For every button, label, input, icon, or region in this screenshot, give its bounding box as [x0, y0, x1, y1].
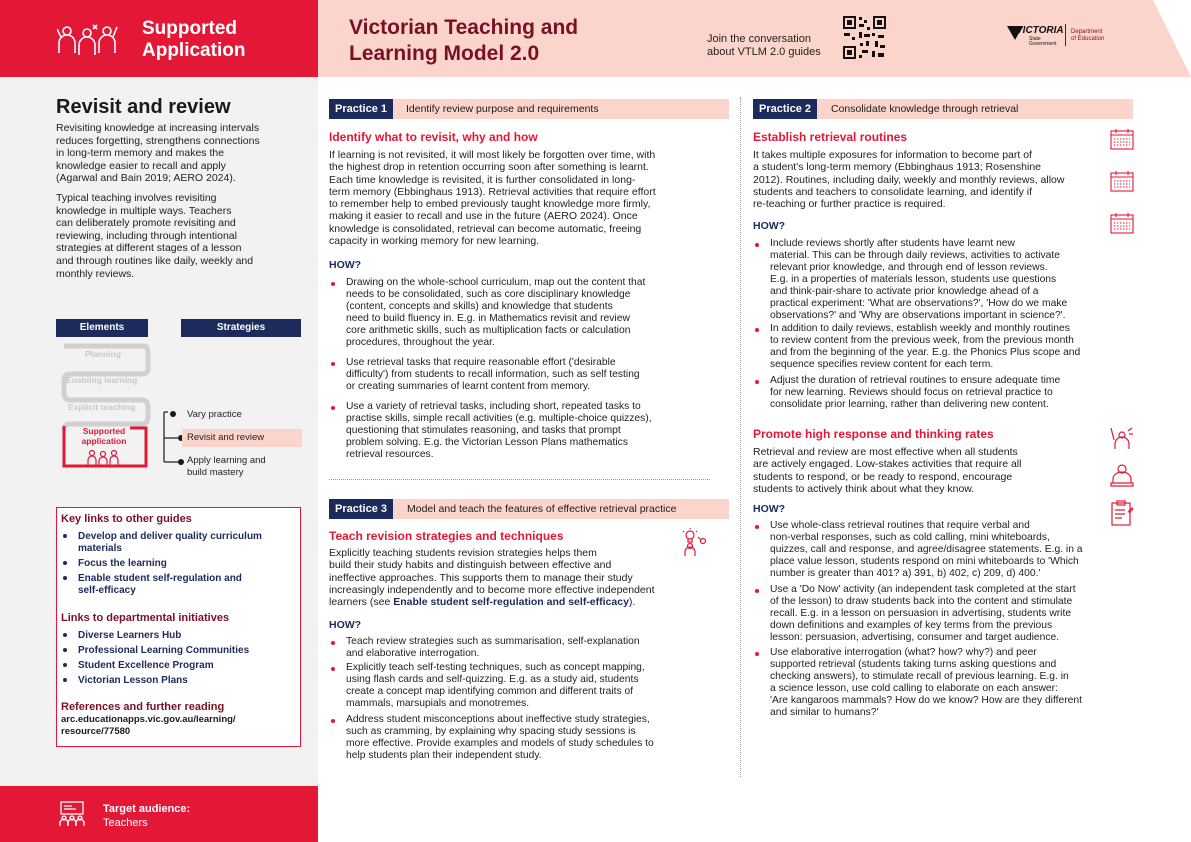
- header-subtitle-line: Application: [142, 40, 246, 61]
- link-line[interactable]: self-efficacy: [78, 585, 136, 596]
- calendar-icon: [1110, 212, 1134, 234]
- bullet: [331, 667, 335, 671]
- practice-2-paragraph: [753, 446, 1103, 495]
- intro-paragraph: [56, 192, 296, 280]
- text-line: capacity in working memory for new learning.: [329, 235, 540, 248]
- text-line: knowledge easier to recall and apply: [56, 159, 226, 172]
- flow-label-line: Supported: [82, 426, 126, 436]
- section-heading: Revisit and review: [56, 96, 231, 118]
- join-line: Join the conversation: [707, 33, 811, 45]
- bullet: [63, 648, 67, 652]
- strategy-apply-learning: Apply learning and: [187, 455, 266, 466]
- teacher-board-icon: [58, 801, 86, 827]
- strategy-revisit-review: Revisit and review: [187, 432, 265, 443]
- text-line: questioning that stimulates reasoning, and tasks that prompt: [346, 425, 621, 436]
- calendar-icon: [1110, 170, 1134, 192]
- text-line: in long-term memory and makes the: [56, 147, 225, 160]
- text-line: to review content from the previous week, from the previous month: [770, 335, 1074, 346]
- practice-3-bullet: [346, 714, 726, 762]
- bullet: [755, 589, 759, 593]
- strategies-label: Strategies: [181, 319, 301, 337]
- text-line: ineffective approaches. This supports them to manage their study: [329, 571, 633, 584]
- text-line: knowledge is consolidated, retrieval can become automatic, freeing: [329, 222, 642, 235]
- practice-2-heading: Promote high response and thinking rates: [753, 427, 994, 441]
- group-people-icon: [87, 449, 119, 467]
- text-line: practise skills, simple recall activities (e.g. multiple-choice quizzes),: [346, 413, 652, 424]
- text-line: such as cramming, by explaining why spacing study sessions is: [346, 726, 636, 737]
- text-line: and similar to humans?': [770, 707, 879, 718]
- text-line: down definitions and examples of key terms from the previous: [770, 620, 1053, 631]
- text-line: or creating summaries of learnt content from memory.: [346, 381, 591, 392]
- text-line: and think-pair-share to activate prior knowledge ahead of a: [770, 286, 1039, 297]
- text-line: Use elaborative interrogation (what? how? why?) and peer: [770, 647, 1037, 658]
- text-line: [329, 596, 719, 608]
- text-line: strategies at different stages of a lesson: [56, 242, 242, 255]
- bullet: [755, 380, 759, 384]
- text-line: In addition to daily reviews, establish weekly and monthly routines: [770, 323, 1070, 334]
- practice-2-bullet: [770, 647, 1140, 719]
- text-line: and from the beginning of the year. E.g. the Phonics Plus scope and: [770, 347, 1081, 358]
- practice-2-bullet: [770, 584, 1140, 644]
- join-conversation-text: [707, 33, 821, 59]
- intro-paragraph: [56, 122, 296, 185]
- text-line: difficulty') from students to recall information, such as self testing: [346, 369, 640, 380]
- text-line: checking answers), to stimulate recall of previous learning. E.g. in: [770, 671, 1069, 682]
- text-line: Explicitly teach self-testing techniques, such as concept mapping,: [346, 662, 645, 673]
- text-line: needs to be consolidated, such as core disciplinary knowledge: [346, 289, 631, 300]
- practice-3-bullet: [346, 662, 726, 710]
- practice-1-badge: Practice 1: [329, 99, 393, 119]
- text-line: students and teachers to consolidate learning, and identify if: [753, 185, 1033, 198]
- link-line[interactable]: Develop and deliver quality curriculum: [78, 531, 262, 542]
- text-line: Use a variety of retrieval tasks, including short, repeated tasks to: [346, 401, 641, 412]
- practice-3-badge: Practice 3: [329, 499, 393, 519]
- bullet: [331, 362, 335, 366]
- practice-2-paragraph: [753, 149, 1108, 210]
- text-line: build their study habits and distinguish between effective and: [329, 559, 612, 572]
- calendar-icon: [1110, 128, 1134, 150]
- key-link-curriculum[interactable]: [78, 531, 293, 555]
- text-line: Retrieval and review are most effective when all students: [753, 446, 1018, 458]
- elements-label: Elements: [56, 319, 148, 337]
- text-line: Use whole-class retrieval routines that require verbal and: [770, 520, 1030, 531]
- practice-1-bar: [329, 99, 729, 119]
- text-line: using flash cards and self-quizzing. E.g. as a study aid, students: [346, 674, 639, 685]
- practice-3-bullet: [346, 636, 726, 660]
- logo-sub: Government: [1029, 41, 1057, 47]
- text-line: supported retrieval (students taking turns asking questions and: [770, 659, 1057, 670]
- text-line: can deliberately promote revisiting and: [56, 217, 236, 230]
- link-line[interactable]: materials: [78, 543, 122, 554]
- page-title: [349, 15, 578, 67]
- text-line: place value lesson, students respond on mini whiteboards to 'Which: [770, 556, 1079, 567]
- qr-code-icon[interactable]: [842, 15, 887, 60]
- text-line: for new learning. Reviews should focus on retrieval practice to: [770, 387, 1053, 398]
- practice-2-bullet: [770, 520, 1140, 580]
- text-line: monthly reviews.: [56, 267, 135, 280]
- references-heading: References and further reading: [61, 701, 225, 713]
- section-divider: [329, 479, 710, 480]
- text-line: and elaborative interrogation.: [346, 648, 480, 659]
- flow-enabling-learning: Enabling learning: [66, 375, 138, 385]
- link-line[interactable]: arc.educationapps.vic.gov.au/learning/: [61, 714, 236, 725]
- audience-value: Teachers: [103, 817, 148, 829]
- text-line: making it easier to recall and use in the future (AERO 2024). Once: [329, 210, 638, 223]
- text-line: material. This can be through daily reviews, activities to activate: [770, 250, 1060, 261]
- logo-sub: State: [1029, 36, 1041, 42]
- text-line: Teach review strategies such as summarisation, self-explanation: [346, 636, 640, 647]
- bullet: [331, 719, 335, 723]
- text-line: a science lesson, use cold calling to elaborate on each answer:: [770, 683, 1058, 694]
- text-line: create a concept map identifying common and different traits of: [346, 686, 634, 697]
- dept-link-plc[interactable]: Professional Learning Communities: [78, 645, 250, 656]
- text-line: sequence specifies review content for each term.: [770, 359, 994, 370]
- link-line[interactable]: Enable student self-regulation and: [78, 573, 242, 584]
- text-line: Each time knowledge is revisited, it is further consolidated in long-: [329, 173, 636, 186]
- bullet: [755, 525, 759, 529]
- practice-1-bullet: [346, 277, 726, 349]
- dept-link-lesson-plans[interactable]: Victorian Lesson Plans: [78, 675, 188, 686]
- text-line: and through routines like daily, weekly and: [56, 254, 254, 267]
- text-line: It takes multiple exposures for information to become part of: [753, 149, 1032, 161]
- text-line: number is greater than 401? a) 391, b) 402, c) 209, d) 400.': [770, 568, 1041, 579]
- bullet: [755, 328, 759, 332]
- text-span: learners (see: [329, 596, 394, 609]
- practice-1-title: Identify review purpose and requirements: [406, 103, 599, 115]
- practice-2-bar: [753, 99, 1133, 119]
- practice-3-paragraph: [329, 547, 719, 608]
- logo-text: VICTORIA: [1016, 25, 1064, 36]
- text-line: E.g. in a properties of materials lesson, students use questions: [770, 274, 1057, 285]
- practice-1-heading: Identify what to revisit, why and how: [329, 130, 538, 144]
- text-line: 2012). Routines, including daily, weekly and monthly reviews, allow: [753, 173, 1065, 186]
- how-heading: HOW?: [329, 259, 362, 271]
- text-line: re-teaching or further practice is required.: [753, 198, 946, 211]
- bullet: [63, 633, 67, 637]
- text-line: 'Are kangaroos mammals? How do we know? How are they different: [770, 695, 1082, 706]
- text-line: recall. E.g. in a lesson on persuasion in advertising, students write: [770, 608, 1072, 619]
- page-title-line: Victorian Teaching and: [349, 16, 579, 39]
- bullet: [755, 243, 759, 247]
- text-line: Drawing on the whole-school curriculum, map out the content that: [346, 277, 646, 288]
- text-line: more effective. Provide examples and models of study schedules to: [346, 738, 654, 749]
- text-line: lesson: persuasion, advertising, consumer and target audience.: [770, 632, 1060, 643]
- dept-links-heading: Links to departmental initiatives: [61, 612, 230, 624]
- practice-1-bullet: [346, 357, 726, 393]
- text-line: students to actively think about what they know.: [753, 482, 975, 495]
- strategy-vary-practice: Vary practice: [187, 409, 242, 420]
- text-line: reviewing, including through intentional: [56, 229, 237, 242]
- text-line: Address student misconceptions about ineffective study strategies,: [346, 714, 650, 725]
- key-links-heading: Key links to other guides: [61, 513, 192, 525]
- bullet: [331, 641, 335, 645]
- text-line: of the lesson) to draw students back into the content and stimulate: [770, 596, 1073, 607]
- person-at-desk-icon: [1110, 463, 1134, 487]
- header-subtitle: [142, 18, 245, 62]
- how-heading: HOW?: [753, 503, 786, 515]
- practice-2-bullet: [770, 238, 1140, 322]
- text-span: ).: [628, 596, 636, 609]
- join-line: about VTLM 2.0 guides: [707, 46, 821, 58]
- header-corner: [1153, 0, 1191, 77]
- practice-2-bullet: [770, 323, 1140, 371]
- bullet: [63, 576, 67, 580]
- text-line: mammals, marsupials and monotremes.: [346, 698, 530, 709]
- text-line: If learning is not revisited, it will most likely be forgotten over time, with: [329, 149, 656, 161]
- text-line: Use retrieval tasks that require reasonable effort ('desirable: [346, 357, 616, 368]
- bullet: [63, 663, 67, 667]
- text-line: Revisiting knowledge at increasing intervals: [56, 122, 260, 134]
- practice-2-badge: Practice 2: [753, 99, 817, 119]
- column-divider: [740, 97, 741, 777]
- group-people-icon: [57, 23, 119, 57]
- practice-3-bar: [329, 499, 729, 519]
- flow-supported-application: [74, 426, 134, 446]
- bullet: [63, 678, 67, 682]
- bullet: [63, 561, 67, 565]
- text-line: Explicitly teaching students revision strategies helps them: [329, 547, 597, 559]
- dept-link-diverse-learners[interactable]: Diverse Learners Hub: [78, 630, 182, 641]
- text-line: Use a 'Do Now' activity (an independent task completed at the start: [770, 584, 1076, 595]
- strategy-apply-learning: build mastery: [187, 467, 244, 478]
- dept-link-student-excellence[interactable]: Student Excellence Program: [78, 660, 214, 671]
- text-line: (content, concepts and skills) and knowledge that students: [346, 301, 613, 312]
- text-line: consolidate prior learning, rather than delivering new content.: [770, 399, 1049, 410]
- logo-divider: [1065, 24, 1066, 46]
- text-line: term memory (Ebbinghaus 1913). Retrieval activities that require effort: [329, 185, 656, 198]
- how-heading: HOW?: [753, 220, 786, 232]
- text-line: increasingly independently and to become more effective independent: [329, 583, 655, 596]
- practice-3-title: Model and teach the features of effective retrieval practice: [407, 503, 677, 515]
- text-line: help students plan their independent study.: [346, 750, 542, 761]
- flow-label-line: application: [81, 436, 127, 446]
- practice-1-bullet: [346, 401, 726, 461]
- dept-text: of Education: [1071, 36, 1105, 42]
- text-line: quizzes, call and response, and agree/disagree statements. E.g. in a: [770, 544, 1083, 555]
- bullet: [63, 534, 67, 538]
- practice-2-heading: Establish retrieval routines: [753, 130, 908, 144]
- text-line: students to respond, or be ready to respond, encourage: [753, 470, 1013, 483]
- text-line: practical experiment: 'What are observations?', 'How do we make: [770, 298, 1068, 309]
- practice-3-heading: Teach revision strategies and techniques: [329, 529, 564, 543]
- references-link[interactable]: [61, 714, 236, 738]
- text-line: reduces forgetting, strengthens connections: [56, 134, 260, 147]
- text-line: relevant prior knowledge, and through end of lesson reviews.: [770, 262, 1048, 273]
- practice-2-title: Consolidate knowledge through retrieval: [831, 103, 1019, 115]
- how-heading: HOW?: [329, 619, 362, 631]
- practice-2-bullet: [770, 375, 1140, 411]
- text-line: observations?' and 'Why are observations important in science?'.: [770, 310, 1066, 321]
- text-line: core arithmetic skills, such as multiplication facts or calculation: [346, 325, 631, 336]
- header-subtitle-line: Supported: [142, 18, 237, 39]
- dept-text: Department: [1071, 29, 1103, 35]
- text-line: non-verbal responses, such as cold calling, mini whiteboards,: [770, 532, 1050, 543]
- text-line: Adjust the duration of retrieval routines to ensure adequate time: [770, 375, 1061, 386]
- link-line[interactable]: resource/77580: [61, 726, 131, 737]
- text-line: Include reviews shortly after students have learnt new: [770, 238, 1015, 249]
- practice-1-paragraph: [329, 149, 719, 247]
- bullet: [331, 406, 335, 410]
- text-line: are actively engaged. Low-stakes activities that require all: [753, 458, 1022, 471]
- text-line: problem solving. E.g. the Victorian Lesson Plans mathematics: [346, 437, 628, 448]
- self-regulation-link[interactable]: Enable student self-regulation and self-efficacy: [393, 596, 629, 609]
- bullet: [331, 282, 335, 286]
- text-line: Typical teaching involves revisiting: [56, 192, 217, 204]
- text-line: procedures, throughout the year.: [346, 337, 495, 348]
- page-title-line: Learning Model 2.0: [349, 42, 540, 65]
- text-line: retrieval resources.: [346, 449, 434, 460]
- bullet: [755, 652, 759, 656]
- flow-planning: Planning: [85, 349, 121, 359]
- flow-explicit-teaching: Explicit teaching: [68, 402, 136, 412]
- text-line: the highest drop in retention occurring soon after something is learnt.: [329, 161, 649, 174]
- text-line: (Agarwal and Bain 2019; AERO 2024).: [56, 172, 236, 185]
- audience-label: Target audience:: [103, 803, 191, 815]
- text-line: a student's long-term memory (Ebbinghaus 1913; Rosenshine: [753, 161, 1041, 174]
- text-line: knowledge in multiple ways. Teachers: [56, 204, 232, 217]
- key-link-self-regulation[interactable]: [78, 573, 293, 597]
- text-line: need to build fluency in. E.g. in Mathematics revisit and review: [346, 313, 630, 324]
- key-link-focus-learning[interactable]: Focus the learning: [78, 558, 167, 569]
- text-line: to remember help to embed previously taught knowledge more firmly,: [329, 198, 651, 211]
- person-raising-hand-icon: [1110, 426, 1134, 450]
